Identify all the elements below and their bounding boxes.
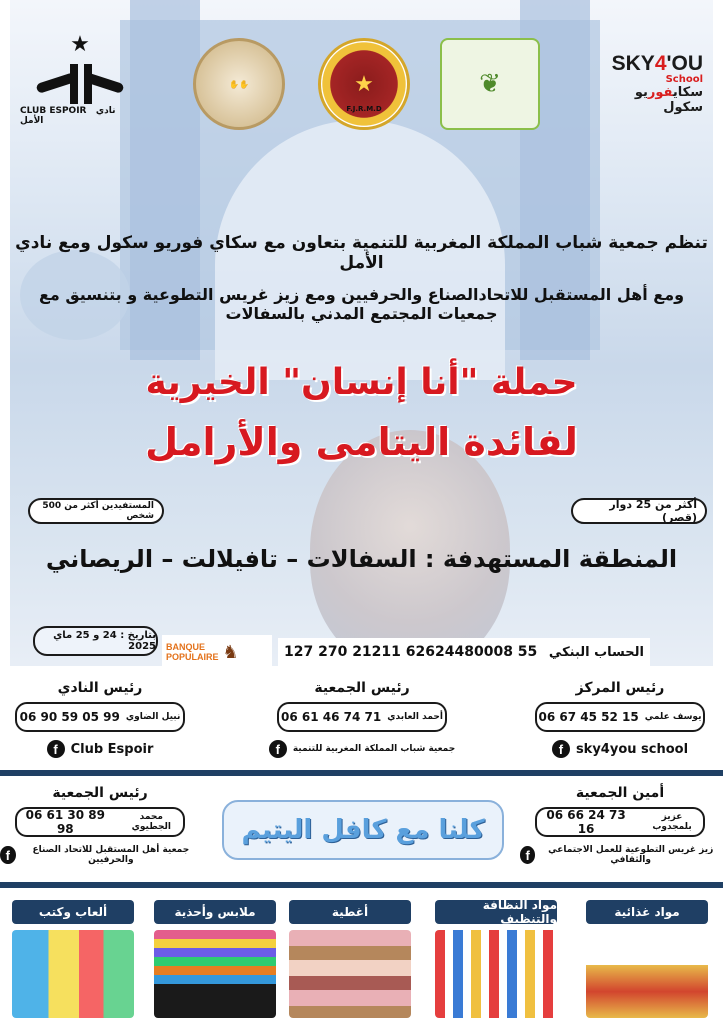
facebook-page[interactable]: Club Espoir <box>70 741 154 757</box>
star-icon: ★ <box>70 32 90 57</box>
contact-phone[interactable]: 06 67 45 52 15 <box>538 710 639 724</box>
seal-label: F.J.R.M.D <box>346 105 382 113</box>
facebook-link[interactable] <box>0 740 200 758</box>
category-label: مواد النظافة والتنظيف <box>435 900 557 924</box>
campaign-subtitle: لفائدة اليتامى والأرامل <box>145 420 578 464</box>
bank-name-1: BANQUE <box>166 642 206 652</box>
sky-arabic-b: فور <box>647 85 673 100</box>
target-region: المنطقة المستهدفة : السفالات – تافيلالت – الريصاني <box>45 545 678 573</box>
facebook-icon: f <box>0 846 16 864</box>
toys-icon <box>12 930 134 1018</box>
sky-main-b: 4 <box>654 52 667 75</box>
contact-role: رئيس الجمعية <box>314 680 410 696</box>
contact-name: محمد الجطيوي <box>131 812 171 832</box>
facebook-link[interactable] <box>0 845 200 865</box>
contact-assoc-head <box>262 680 462 758</box>
cleaning-supplies-icon <box>435 930 557 1018</box>
contact-name: يوسف علمي <box>644 712 702 722</box>
category-clothes <box>154 900 276 1020</box>
campaign-title: حملة "أنا إنسان" الخيرية <box>145 362 578 403</box>
contact-phone[interactable]: 06 61 30 89 98 <box>25 808 105 836</box>
sky4you-logo <box>593 52 703 115</box>
facebook-icon: f <box>520 846 535 864</box>
contact-box[interactable] <box>277 702 447 732</box>
section-divider <box>0 882 723 888</box>
contact-assoc-treasurer <box>520 785 720 865</box>
contact-phone[interactable]: 06 61 46 74 71 <box>281 710 382 724</box>
category-label: أغطية <box>289 900 411 924</box>
category-blankets <box>289 900 411 1020</box>
club-espoir-logo <box>20 25 140 135</box>
contact-role: أمين الجمعية <box>575 785 665 801</box>
facebook-page[interactable]: sky4you school <box>575 741 689 757</box>
slogan-banner: كلنا مع كافل اليتيم <box>222 800 504 860</box>
account-number[interactable]: 127 270 21211 62624480008 55 <box>284 644 538 660</box>
contact-name: نبيل الضاوي <box>125 712 181 722</box>
sky-arabic-a: سكاي <box>672 85 703 100</box>
facebook-link[interactable] <box>520 740 720 758</box>
contact-box[interactable] <box>535 702 705 732</box>
ziz-gheris-logo <box>440 38 540 130</box>
contact-box[interactable] <box>15 807 185 837</box>
clothes-icon <box>154 930 276 1018</box>
category-toys <box>12 900 134 1020</box>
section-divider <box>0 770 723 776</box>
hands-leaf-icon: ❦ <box>479 69 501 99</box>
figure-icon <box>30 56 130 102</box>
bank-name-2: POPULAIRE <box>166 652 219 662</box>
facebook-page[interactable]: جمعية أهل المستقبل للاتحاد الصناع والحرفيين <box>32 845 190 865</box>
contact-name: عزيز بلمجدوب <box>652 812 692 832</box>
category-label: مواد غذائية <box>586 900 708 924</box>
event-date: بتاريخ : 24 و 25 ماي 2025 <box>33 626 158 656</box>
category-label: ألعاب وكتب <box>12 900 134 924</box>
sky-arabic-c: يو سكول <box>634 85 703 115</box>
contact-phone[interactable]: 06 66 24 73 16 <box>546 808 626 836</box>
club-arabic-name: نادي الأمل <box>20 106 116 126</box>
blankets-icon <box>289 930 411 1018</box>
sky-main-c: 'OU <box>666 52 703 75</box>
banque-populaire-logo <box>162 635 272 669</box>
category-food <box>586 900 708 1020</box>
account-label: الحساب البنكي <box>548 644 644 660</box>
category-cleaning <box>435 900 557 1020</box>
sky-main-a: SKY <box>611 52 655 75</box>
fjrmd-seal <box>318 38 410 130</box>
intro-line-1: تنظم جمعية شباب المملكة المغربية للتنمية بتعاون مع سكاي فوريو سكول ومع نادي الأمل <box>15 233 708 273</box>
category-label: ملابس وأحذية <box>154 900 276 924</box>
contact-club-head <box>0 680 200 758</box>
bank-account <box>278 638 650 666</box>
handshake-icon: ✋✋ <box>229 79 249 89</box>
facebook-icon: f <box>269 740 287 758</box>
contact-box[interactable] <box>15 702 185 732</box>
facebook-link[interactable] <box>262 740 462 758</box>
villages-badge: أكثر من 25 دوار (قصر) <box>571 498 707 524</box>
sky-school-label: School <box>665 74 703 85</box>
facebook-icon: f <box>47 740 65 758</box>
contact-role: رئيس الجمعية <box>52 785 148 801</box>
ahl-almostaqbal-seal <box>193 38 285 130</box>
food-basket-icon <box>586 930 708 1018</box>
beneficiaries-badge: المستفيدين أكثر من 500 شخص <box>28 498 164 524</box>
contact-phone[interactable]: 06 90 59 05 99 <box>19 710 120 724</box>
contact-assoc-head-2 <box>0 785 200 865</box>
contact-name: أحمد العابدي <box>387 712 443 722</box>
contact-role: رئيس المركز <box>575 680 665 696</box>
star-icon: ★ <box>354 71 374 97</box>
contact-center-head <box>520 680 720 758</box>
horse-icon: ♞ <box>222 641 239 663</box>
contact-role: رئيس النادي <box>57 680 143 696</box>
contact-box[interactable] <box>535 807 705 837</box>
facebook-icon: f <box>552 740 570 758</box>
facebook-page[interactable]: جمعية شباب المملكة المغربية للتنمية <box>292 744 456 754</box>
facebook-link[interactable] <box>520 845 720 865</box>
intro-line-2: ومع أهل المستقبل للاتحادالصناع والحرفيين ومع زيز غريس التطوعية و بتنسيق مع جمعيات المجتمع المدني بالسفالات <box>38 285 685 323</box>
facebook-page[interactable]: زيز غريس التطوعية للعمل الاجتماعي والثقافي <box>548 845 714 865</box>
club-latin-name: CLUB ESPOIR <box>20 106 87 116</box>
